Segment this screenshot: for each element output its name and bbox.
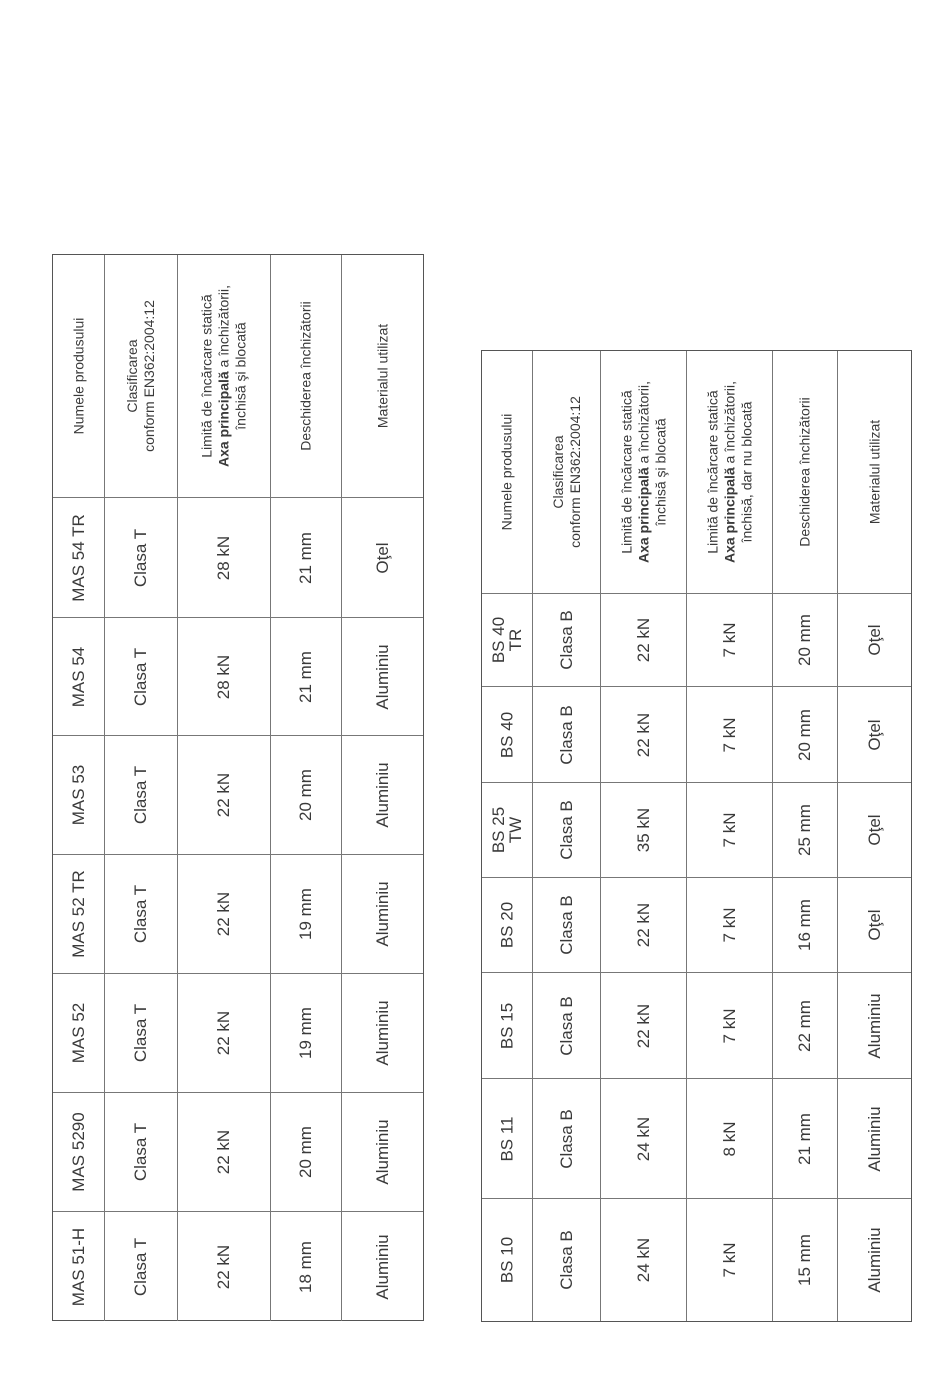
header-class [105,255,178,497]
product-material-text: Oţel [372,541,392,574]
product-name [482,878,533,972]
table-row [482,1079,911,1199]
product-load-locked-text: 22 kN [633,617,653,663]
product-load-unlocked [687,1199,773,1321]
product-name [482,973,533,1078]
product-class-text: Clasa T [131,647,150,706]
product-name-text: BS 20 [497,901,517,949]
product-material [342,974,423,1092]
product-class [105,1093,178,1211]
product-material-text: Aluminiu [372,762,392,828]
product-name [482,594,533,686]
product-material [838,783,911,877]
product-class [105,1212,178,1321]
product-name [53,1212,105,1321]
product-opening-text: 16 mm [795,899,814,951]
product-class-text: Clasa B [556,610,576,670]
product-class [105,974,178,1092]
product-opening [773,1199,838,1321]
product-load-unlocked-text: 7 kN [719,717,739,752]
product-name [53,855,105,973]
table-row [53,855,423,974]
product-class-text: Clasa B [556,995,576,1056]
product-opening [271,736,342,854]
product-opening [271,1093,342,1211]
product-opening [271,498,342,617]
table-row [53,498,423,618]
product-material [342,498,423,617]
product-load-text: 28 kN [214,535,233,580]
product-material-text: Aluminiu [864,1227,884,1293]
product-material-text: Oţel [864,909,884,941]
product-opening-text: 25 mm [795,804,814,856]
table-row [482,594,911,687]
product-material-text: Aluminiu [864,992,884,1059]
product-class [105,855,178,973]
label-main-axis: Axa principală [215,371,232,468]
product-load-unlocked-text: 7 kN [719,622,739,658]
product-opening [773,687,838,782]
product-material [342,736,423,854]
product-load-unlocked [687,878,773,972]
product-load-unlocked-text: 7 kN [719,812,739,848]
product-class-text: Clasa B [556,800,576,860]
product-load-locked [601,1199,687,1321]
product-load-text: 22 kN [214,1010,233,1056]
product-load-unlocked-text: 8 kN [719,1121,739,1156]
table-row [53,736,423,855]
product-load [178,498,271,617]
table-row [482,973,911,1079]
product-class-text: Clasa T [131,1003,150,1063]
product-material-text: Aluminiu [372,1233,392,1300]
product-class [533,783,601,877]
header-static-load-locked: Limită de încărcare statică Axa principală a închizătorii, închisă şi blocată [601,351,687,593]
product-opening [773,783,838,877]
product-class [533,1199,601,1321]
carabiner-table-bs [481,350,912,1322]
product-opening-text: 20 mm [795,614,814,666]
product-load-locked-text: 24 kN [633,1116,653,1161]
table-row [53,1212,423,1321]
product-load [178,736,271,854]
product-class [533,878,601,972]
product-class-text: Clasa B [556,1230,576,1290]
product-opening-text: 21 mm [296,650,315,703]
product-load-locked [601,594,687,686]
product-load-text: 22 kN [214,891,233,937]
product-name-text: MAS 53 [68,764,88,826]
product-class-text: Clasa B [556,1108,576,1169]
product-material [838,594,911,686]
product-name [482,783,533,877]
header-material [342,255,423,497]
product-load [178,1212,271,1321]
product-load-locked [601,687,687,782]
product-load-text: 28 kN [214,654,233,699]
product-load-unlocked [687,973,773,1078]
product-opening [271,855,342,973]
product-class [533,973,601,1078]
table-row [482,1199,911,1321]
product-opening-text: 15 mm [795,1234,814,1286]
product-class [105,498,178,617]
product-load [178,855,271,973]
product-load-locked-text: 22 kN [633,1003,653,1048]
label-material: Materialul utilizat [374,323,390,429]
product-load-unlocked [687,594,773,686]
product-name [482,687,533,782]
table-row [482,687,911,783]
product-name-text: MAS 51-H [68,1227,88,1306]
product-name [482,1199,533,1321]
product-material [342,855,423,973]
product-load-unlocked [687,783,773,877]
product-load-unlocked-text: 7 kN [719,1008,739,1043]
product-class-text: Clasa T [131,528,150,587]
product-class-text: Clasa T [131,884,150,944]
product-material-text: Oţel [864,624,884,656]
product-material [838,1079,911,1198]
product-material-text: Aluminiu [372,1119,392,1185]
product-name [53,618,105,735]
product-opening-text: 22 mm [795,999,814,1052]
header-name [53,255,105,497]
product-opening-text: 21 mm [296,531,315,584]
product-name-text: MAS 52 [68,1002,88,1064]
product-name [53,498,105,617]
product-name [53,974,105,1092]
table-row [53,1093,423,1212]
product-name-text: MAS 5290 [68,1112,88,1192]
product-material [838,973,911,1078]
product-opening [773,878,838,972]
table-row [53,618,423,736]
product-load-locked-text: 22 kN [633,712,653,757]
header-static-load-unlocked: Limită de încărcare statică Axa principală a închizătorii, închisă, dar nu blocată [687,351,773,593]
product-load-locked-text: 24 kN [633,1237,653,1283]
product-name-text: BS 25 TW [489,806,525,854]
product-opening [271,974,342,1092]
product-opening [773,594,838,686]
product-load-locked [601,1079,687,1198]
product-load-locked [601,878,687,972]
product-material [838,1199,911,1321]
product-load-locked-text: 35 kN [633,807,653,853]
product-class-text: Clasa T [131,765,150,825]
product-load-locked [601,973,687,1078]
product-load-locked-text: 22 kN [633,902,653,948]
product-load [178,1093,271,1211]
header-name: Numele produsului [482,351,533,593]
product-class [533,687,601,782]
product-opening-text: 20 mm [296,1126,315,1178]
carabiner-table-mas [52,254,424,1321]
product-opening-text: 19 mm [296,1007,315,1059]
product-class-text: Clasa T [131,1122,150,1182]
label-product-name: Numele produsului [70,317,86,435]
product-material-text: Oţel [864,718,884,751]
product-load-text: 22 kN [214,1244,233,1289]
product-name-text: BS 40 [497,711,517,758]
product-opening [773,973,838,1078]
product-opening-text: 21 mm [795,1112,814,1165]
product-load-locked [601,783,687,877]
label-classification-standard: conform EN362:2004:12 [141,300,157,452]
product-name-text: MAS 54 TR [68,513,88,602]
product-load-text: 22 kN [214,772,233,818]
product-name [53,736,105,854]
product-material [342,1093,423,1211]
product-opening [271,1212,342,1321]
product-material-text: Aluminiu [372,1000,392,1066]
table-row [482,783,911,878]
product-material [342,618,423,735]
product-load-unlocked [687,1079,773,1198]
product-name [482,1079,533,1198]
product-opening-text: 20 mm [795,708,814,761]
product-class [533,594,601,686]
product-material [838,687,911,782]
product-name-text: MAS 52 TR [68,870,88,958]
product-opening-text: 18 mm [296,1240,315,1293]
label-static-load: Limită de încărcare statică [198,294,215,458]
label-closed-locked: închisă şi blocată [232,322,249,430]
header-static-load: Limită de încărcare statică Axa principală a închizătorii, închisă şi blocată [178,255,271,497]
header-opening: Deschiderea închizătorii [773,351,838,593]
header-class: Clasificarea conform EN362:2004:12 [533,351,601,593]
product-class [105,736,178,854]
product-opening-text: 20 mm [296,769,315,821]
product-name-text: BS 11 [497,1115,517,1162]
table-row [53,974,423,1093]
header-row [482,351,911,594]
product-material-text: Oţel [864,814,884,846]
product-name-text: BS 15 [497,1002,517,1049]
table-row [482,878,911,973]
product-class-text: Clasa T [131,1237,150,1296]
label-gate-opening: Deschiderea închizătorii [297,301,314,451]
product-load-unlocked-text: 7 kN [719,1242,739,1278]
product-class [533,1079,601,1198]
product-name [53,1093,105,1211]
product-name-text: BS 10 [497,1236,517,1284]
product-load [178,974,271,1092]
product-class-text: Clasa B [556,895,576,955]
product-class [105,618,178,735]
product-material-text: Aluminiu [372,643,392,710]
product-material [342,1212,423,1321]
product-opening [773,1079,838,1198]
header-opening [271,255,342,497]
product-load-unlocked [687,687,773,782]
header-row [53,255,423,498]
product-class-text: Clasa B [556,704,576,765]
product-opening [271,618,342,735]
product-material [838,878,911,972]
product-load [178,618,271,735]
product-material-text: Aluminiu [372,881,392,947]
product-name-text: MAS 54 [68,646,88,707]
header-material: Materialul utilizat [866,419,882,525]
product-load-text: 22 kN [214,1129,233,1175]
label-classification: Clasificarea [124,339,140,413]
product-material-text: Aluminiu [864,1105,884,1172]
product-name-text: BS 40 TR [489,616,525,664]
product-load-unlocked-text: 7 kN [719,907,739,943]
product-opening-text: 19 mm [296,888,315,940]
